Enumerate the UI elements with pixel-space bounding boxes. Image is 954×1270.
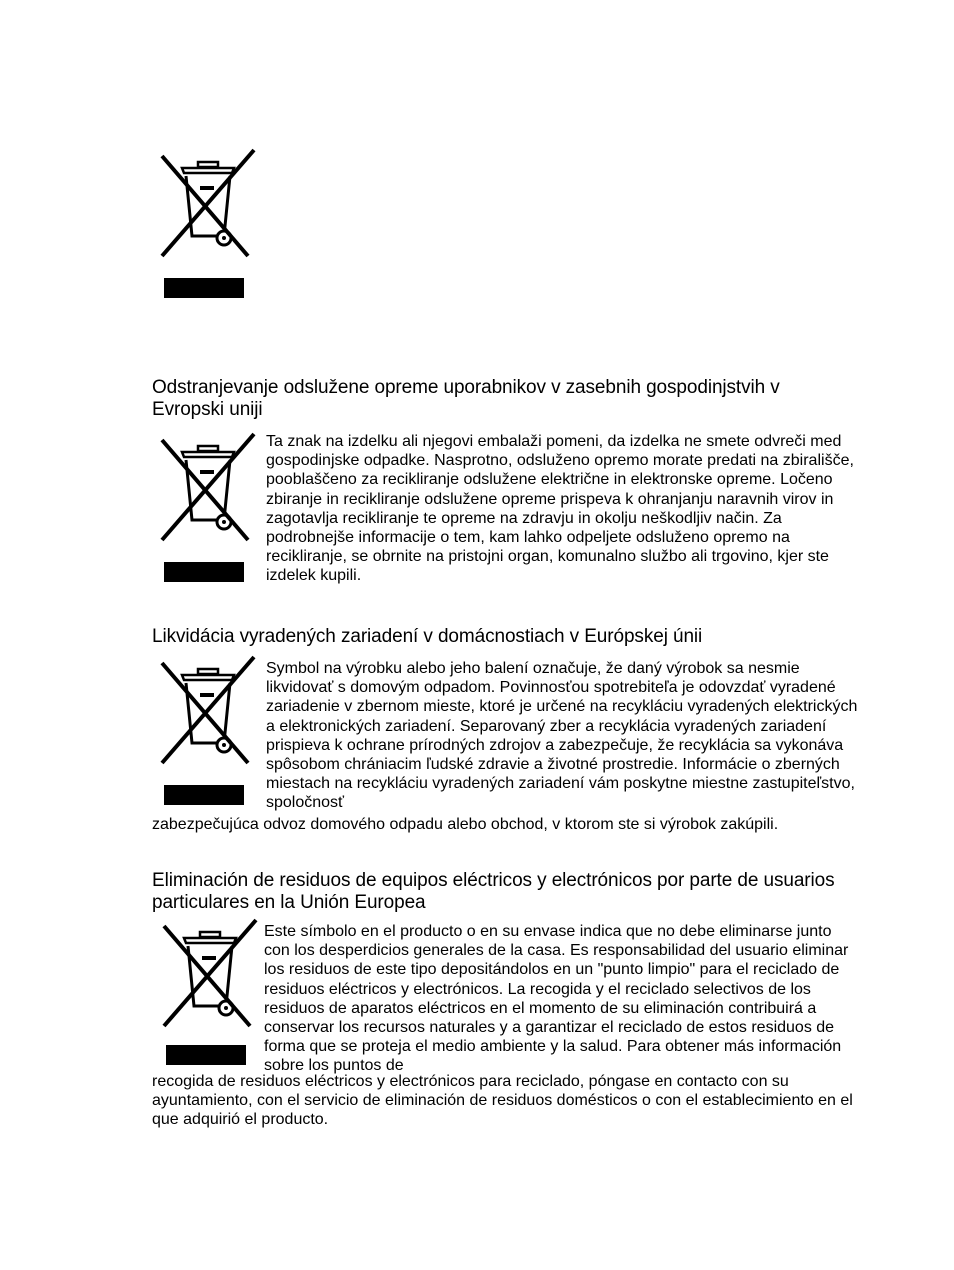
section-body-slovenian: Ta znak na izdelku ali njegovi embalaži pomeni, da izdelka ne smete odvreči med gospodinjske odpadke. Nasprotno, odsluženo opremo morate predati na zbirališče, pooblaščeno za recikliranje odslužene električne in elektronske opreme. Ločeno zbiranje in recikliranje odslužene opreme prispeva k ohranjanju naravnih virov in zagotavlja recikliranje te opreme na zdravju in okolju neškodljiv način. Za podrobnejše informacije o tem, kam lahko odpeljete odsluženo opremo na recikliranje, se obrnite na pristojni organ, komunalno službo ali trgovino, kjer ste izdelek kupili. (266, 433, 854, 585)
black-bar (164, 562, 244, 582)
section-body-spanish-tail: recogida de residuos eléctricos y electrónicos para reciclado, póngase en contacto con su ayuntamiento, con el servicio de eliminación de residuos domésticos o con el establecimiento en el que adquirió el producto. (152, 1073, 853, 1129)
crossed-bin-icon (158, 918, 258, 1030)
crossed-bin-icon (156, 148, 256, 260)
black-bar (164, 785, 244, 805)
black-bar (166, 1045, 246, 1065)
section-title-slovak: Likvidácia vyradených zariadení v domácnostiach v Európskej únii (152, 626, 703, 647)
section-title-spanish: Eliminación de residuos de equipos eléctricos y electrónicos por parte de usuarios particulares en la Unión Europea (152, 870, 835, 913)
section-body-slovak-tail: zabezpečujúca odvoz domového odpadu alebo obchod, v ktorom ste si výrobok zakúpili. (152, 816, 779, 833)
black-bar (164, 278, 244, 298)
crossed-bin-icon (156, 655, 256, 767)
weee-bin-icon (158, 918, 258, 1065)
weee-bin-icon (156, 655, 256, 805)
weee-bin-icon (156, 148, 256, 298)
crossed-bin-icon (156, 432, 256, 544)
section-body-slovak: Symbol na výrobku alebo jeho balení označuje, že daný výrobok sa nesmie likvidovať s domovým odpadom. Povinnosťou spotrebiteľa je odovzdať vyradené zariadenie v zbernom mieste, ktoré je určené na recykláciu vyradených elektrických a elektronických zariadení. Separovaný zber a recyklácia vyradených zariadení prispieva k ochrane prírodných zdrojov a zabezpečuje, že recyklácia sa vykonáva spôsobom chrániacim ľudské zdravie a životné prostredie. Informácie o zberných miestach na recykláciu vyradených zariadení vám poskytne miestne zastupiteľstvo, spoločnosť (266, 660, 858, 812)
section-title-slovenian: Odstranjevanje odslužene opreme uporabnikov v zasebnih gospodinjstvih v Evropski uniji (152, 377, 780, 420)
section-body-spanish: Este símbolo en el producto o en su envase indica que no debe eliminarse junto con los desperdicios generales de la casa. Es responsabilidad del usuario eliminar los residuos de este tipo depositándolos en un "punto limpio" para el reciclado de residuos eléctricos y electrónicos. La recogida y el reciclado selectivos de los residuos de aparatos eléctricos en el momento de su eliminación contribuirá a conservar los recursos naturales y a garantizar el reciclado de estos residuos de forma que se proteja el medio ambiente y la salud. Para obtener más información sobre los puntos de (264, 923, 849, 1075)
weee-bin-icon (156, 432, 256, 582)
